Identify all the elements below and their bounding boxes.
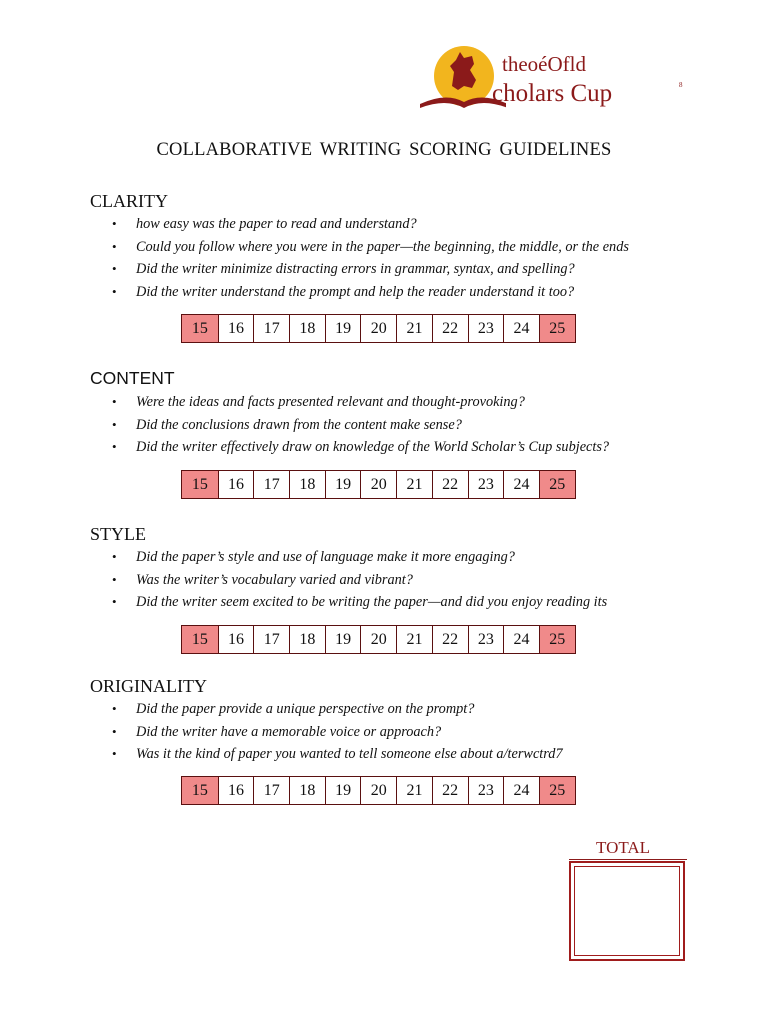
bullet-icon: • <box>112 594 117 609</box>
content-score-scale <box>181 470 576 499</box>
score-cell-22[interactable]: 22 <box>432 315 468 342</box>
section-heading-originality: ORIGINALITY <box>90 676 207 696</box>
score-cell-23[interactable]: 23 <box>468 777 504 804</box>
score-cell-18[interactable]: 18 <box>289 626 325 653</box>
score-cell-25[interactable]: 25 <box>539 777 575 804</box>
score-cell-18[interactable]: 18 <box>289 471 325 498</box>
bullet-icon: • <box>112 238 117 254</box>
logo-small-mark: 8 <box>679 81 683 89</box>
score-cell-23[interactable]: 23 <box>468 626 504 653</box>
score-cell-16[interactable]: 16 <box>218 315 254 342</box>
list-item: • Were the ideas and facts presented relevant and thought-provoking? <box>112 391 712 414</box>
score-cell-25[interactable]: 25 <box>539 315 575 342</box>
bullet-icon: • <box>112 439 117 454</box>
score-cell-18[interactable]: 18 <box>289 777 325 804</box>
bullet-icon: • <box>112 416 117 432</box>
score-cell-24[interactable]: 24 <box>503 626 539 653</box>
score-cell-25[interactable]: 25 <box>539 626 575 653</box>
list-item: • Did the writer minimize distracting errors in grammar, syntax, and spelling? <box>112 258 712 281</box>
logo-text-top: theoéOfld <box>502 52 586 76</box>
section-heading-clarity: CLARITY <box>90 191 168 211</box>
total-label: TOTAL <box>596 838 651 857</box>
list-item: • Could you follow where you were in the paper—the beginning, the middle, or the ends <box>112 236 712 259</box>
score-cell-21[interactable]: 21 <box>396 315 432 342</box>
content-criteria-list <box>112 391 712 459</box>
list-item: • Did the paper provide a unique perspective on the prompt? <box>112 698 712 721</box>
score-cell-21[interactable]: 21 <box>396 471 432 498</box>
style-score-scale <box>181 625 576 654</box>
score-cell-16[interactable]: 16 <box>218 777 254 804</box>
score-cell-20[interactable]: 20 <box>360 471 396 498</box>
bullet-icon: • <box>112 261 117 276</box>
score-cell-22[interactable]: 22 <box>432 626 468 653</box>
score-cell-15[interactable]: 15 <box>182 471 218 498</box>
score-cell-15[interactable]: 15 <box>182 777 218 804</box>
list-item: • Did the conclusions drawn from the content make sense? <box>112 414 712 437</box>
page-title: COLLABORATIVE WRITING SCORING GUIDELINES <box>156 140 612 160</box>
score-cell-18[interactable]: 18 <box>289 315 325 342</box>
score-cell-17[interactable]: 17 <box>253 315 289 342</box>
score-cell-20[interactable]: 20 <box>360 777 396 804</box>
score-cell-24[interactable]: 24 <box>503 471 539 498</box>
list-item: • Did the writer understand the prompt and help the reader understand it too? <box>112 281 712 304</box>
bullet-icon: • <box>112 283 117 299</box>
scholars-cup-logo <box>416 46 656 118</box>
clarity-score-scale <box>181 314 576 343</box>
originality-score-scale <box>181 776 576 805</box>
originality-criteria-list <box>112 698 712 766</box>
list-item: • Did the writer effectively draw on knowledge of the World Scholar’s Cup subjects? <box>112 436 712 459</box>
bullet-icon: • <box>112 549 117 564</box>
section-heading-content: CONTENT <box>90 368 175 388</box>
total-score-box-inner-border <box>574 866 680 956</box>
logo-text-bottom: cholars Cup <box>492 80 613 107</box>
list-item: • Was the writer’s vocabulary varied and vibrant? <box>112 569 712 592</box>
bullet-icon: • <box>112 701 117 716</box>
total-divider <box>569 859 687 860</box>
score-cell-21[interactable]: 21 <box>396 777 432 804</box>
score-cell-19[interactable]: 19 <box>325 471 361 498</box>
list-item: • Did the writer have a memorable voice or approach? <box>112 721 712 744</box>
list-item: • how easy was the paper to read and understand? <box>112 213 712 236</box>
score-cell-24[interactable]: 24 <box>503 315 539 342</box>
score-cell-17[interactable]: 17 <box>253 777 289 804</box>
score-cell-16[interactable]: 16 <box>218 626 254 653</box>
bullet-icon: • <box>112 746 117 761</box>
score-cell-24[interactable]: 24 <box>503 777 539 804</box>
score-cell-22[interactable]: 22 <box>432 471 468 498</box>
score-cell-25[interactable]: 25 <box>539 471 575 498</box>
score-cell-21[interactable]: 21 <box>396 626 432 653</box>
total-score-box[interactable] <box>569 861 685 961</box>
style-criteria-list <box>112 546 712 614</box>
score-cell-15[interactable]: 15 <box>182 626 218 653</box>
bullet-icon: • <box>112 394 117 409</box>
list-item: • Did the writer seem excited to be writing the paper—and did you enjoy reading its <box>112 591 712 614</box>
score-cell-20[interactable]: 20 <box>360 626 396 653</box>
score-cell-17[interactable]: 17 <box>253 471 289 498</box>
score-cell-23[interactable]: 23 <box>468 315 504 342</box>
score-cell-17[interactable]: 17 <box>253 626 289 653</box>
clarity-criteria-list <box>112 213 712 303</box>
list-item: • Did the paper’s style and use of language make it more engaging? <box>112 546 712 569</box>
score-cell-20[interactable]: 20 <box>360 315 396 342</box>
score-cell-22[interactable]: 22 <box>432 777 468 804</box>
score-cell-23[interactable]: 23 <box>468 471 504 498</box>
list-item: • Was it the kind of paper you wanted to tell someone else about a/terwctrd7 <box>112 743 712 766</box>
section-heading-style: STYLE <box>90 524 146 544</box>
bullet-icon: • <box>112 571 117 587</box>
bullet-icon: • <box>112 216 117 231</box>
score-cell-19[interactable]: 19 <box>325 626 361 653</box>
score-cell-19[interactable]: 19 <box>325 777 361 804</box>
score-cell-19[interactable]: 19 <box>325 315 361 342</box>
score-cell-15[interactable]: 15 <box>182 315 218 342</box>
score-cell-16[interactable]: 16 <box>218 471 254 498</box>
bullet-icon: • <box>112 723 117 739</box>
